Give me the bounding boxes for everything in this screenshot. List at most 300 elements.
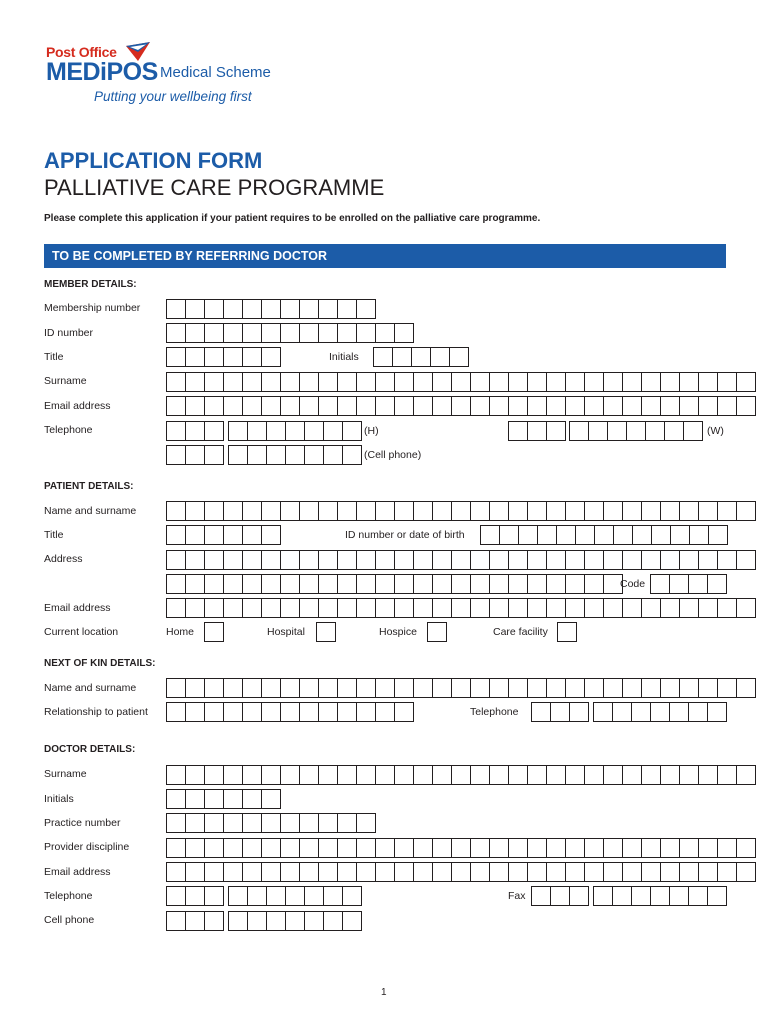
- character-box[interactable]: [356, 396, 376, 416]
- character-box[interactable]: [717, 396, 737, 416]
- character-box[interactable]: [565, 396, 585, 416]
- character-box[interactable]: [470, 550, 490, 570]
- character-box[interactable]: [166, 862, 186, 882]
- character-box[interactable]: [698, 838, 718, 858]
- character-box[interactable]: [337, 765, 357, 785]
- character-box[interactable]: [223, 525, 243, 545]
- character-box[interactable]: [394, 598, 414, 618]
- doctor-practice-number-field[interactable]: [166, 813, 376, 832]
- character-box[interactable]: [185, 886, 205, 906]
- character-box[interactable]: [261, 678, 281, 698]
- character-box[interactable]: [356, 372, 376, 392]
- character-box[interactable]: [299, 838, 319, 858]
- character-box[interactable]: [641, 838, 661, 858]
- character-box[interactable]: [631, 702, 651, 722]
- character-box[interactable]: [261, 501, 281, 521]
- character-box[interactable]: [299, 501, 319, 521]
- character-box[interactable]: [557, 622, 577, 642]
- character-box[interactable]: [489, 372, 509, 392]
- doctor-cell-number-field[interactable]: [228, 911, 362, 930]
- character-box[interactable]: [569, 702, 589, 722]
- character-box[interactable]: [622, 501, 642, 521]
- character-box[interactable]: [304, 421, 324, 441]
- character-box[interactable]: [242, 789, 262, 809]
- character-box[interactable]: [508, 421, 528, 441]
- character-box[interactable]: [698, 862, 718, 882]
- character-box[interactable]: [546, 501, 566, 521]
- character-box[interactable]: [565, 862, 585, 882]
- character-box[interactable]: [204, 862, 224, 882]
- patient-title-field[interactable]: [166, 525, 281, 544]
- character-box[interactable]: [565, 838, 585, 858]
- character-box[interactable]: [375, 323, 395, 343]
- doctor-fax-code-field[interactable]: [531, 886, 589, 905]
- character-box[interactable]: [641, 765, 661, 785]
- character-box[interactable]: [247, 421, 267, 441]
- location-hospital-checkbox[interactable]: [316, 622, 336, 641]
- character-box[interactable]: [489, 862, 509, 882]
- character-box[interactable]: [622, 765, 642, 785]
- character-box[interactable]: [261, 347, 281, 367]
- character-box[interactable]: [356, 501, 376, 521]
- character-box[interactable]: [736, 598, 756, 618]
- character-box[interactable]: [451, 765, 471, 785]
- character-box[interactable]: [185, 702, 205, 722]
- character-box[interactable]: [223, 501, 243, 521]
- character-box[interactable]: [394, 838, 414, 858]
- character-box[interactable]: [280, 372, 300, 392]
- character-box[interactable]: [683, 421, 703, 441]
- character-box[interactable]: [337, 838, 357, 858]
- character-box[interactable]: [185, 445, 205, 465]
- character-box[interactable]: [318, 702, 338, 722]
- character-box[interactable]: [569, 886, 589, 906]
- patient-id-dob-field[interactable]: [480, 525, 728, 544]
- character-box[interactable]: [323, 421, 343, 441]
- character-box[interactable]: [707, 574, 727, 594]
- character-box[interactable]: [508, 598, 528, 618]
- character-box[interactable]: [413, 501, 433, 521]
- character-box[interactable]: [394, 678, 414, 698]
- character-box[interactable]: [432, 550, 452, 570]
- character-box[interactable]: [223, 550, 243, 570]
- character-box[interactable]: [489, 598, 509, 618]
- character-box[interactable]: [603, 765, 623, 785]
- character-box[interactable]: [337, 299, 357, 319]
- character-box[interactable]: [223, 299, 243, 319]
- location-home-checkbox[interactable]: [204, 622, 224, 641]
- character-box[interactable]: [299, 598, 319, 618]
- character-box[interactable]: [537, 525, 557, 545]
- character-box[interactable]: [508, 765, 528, 785]
- character-box[interactable]: [470, 838, 490, 858]
- character-box[interactable]: [531, 702, 551, 722]
- character-box[interactable]: [432, 574, 452, 594]
- member-surname-field[interactable]: [166, 372, 756, 391]
- character-box[interactable]: [432, 372, 452, 392]
- character-box[interactable]: [451, 501, 471, 521]
- character-box[interactable]: [299, 550, 319, 570]
- character-box[interactable]: [318, 323, 338, 343]
- character-box[interactable]: [612, 886, 632, 906]
- character-box[interactable]: [594, 525, 614, 545]
- character-box[interactable]: [612, 702, 632, 722]
- character-box[interactable]: [223, 678, 243, 698]
- character-box[interactable]: [228, 886, 248, 906]
- character-box[interactable]: [432, 501, 452, 521]
- character-box[interactable]: [242, 862, 262, 882]
- character-box[interactable]: [669, 886, 689, 906]
- character-box[interactable]: [679, 862, 699, 882]
- doctor-cell-code-field[interactable]: [166, 911, 224, 930]
- character-box[interactable]: [299, 765, 319, 785]
- character-box[interactable]: [204, 678, 224, 698]
- character-box[interactable]: [261, 372, 281, 392]
- location-care-facility-checkbox[interactable]: [557, 622, 577, 641]
- character-box[interactable]: [394, 550, 414, 570]
- character-box[interactable]: [166, 372, 186, 392]
- character-box[interactable]: [266, 445, 286, 465]
- character-box[interactable]: [242, 574, 262, 594]
- character-box[interactable]: [470, 598, 490, 618]
- character-box[interactable]: [356, 598, 376, 618]
- doctor-initials-field[interactable]: [166, 789, 281, 808]
- character-box[interactable]: [584, 598, 604, 618]
- character-box[interactable]: [261, 550, 281, 570]
- character-box[interactable]: [356, 838, 376, 858]
- character-box[interactable]: [660, 550, 680, 570]
- character-box[interactable]: [650, 702, 670, 722]
- character-box[interactable]: [603, 838, 623, 858]
- character-box[interactable]: [166, 702, 186, 722]
- character-box[interactable]: [356, 299, 376, 319]
- character-box[interactable]: [603, 501, 623, 521]
- character-box[interactable]: [584, 550, 604, 570]
- character-box[interactable]: [508, 501, 528, 521]
- character-box[interactable]: [285, 445, 305, 465]
- character-box[interactable]: [622, 838, 642, 858]
- character-box[interactable]: [427, 622, 447, 642]
- character-box[interactable]: [392, 347, 412, 367]
- character-box[interactable]: [285, 886, 305, 906]
- kin-phone-number-field[interactable]: [593, 702, 727, 721]
- character-box[interactable]: [556, 525, 576, 545]
- character-box[interactable]: [413, 678, 433, 698]
- character-box[interactable]: [356, 765, 376, 785]
- character-box[interactable]: [375, 765, 395, 785]
- character-box[interactable]: [603, 550, 623, 570]
- character-box[interactable]: [449, 347, 469, 367]
- character-box[interactable]: [261, 789, 281, 809]
- character-box[interactable]: [261, 323, 281, 343]
- character-box[interactable]: [698, 396, 718, 416]
- character-box[interactable]: [432, 765, 452, 785]
- character-box[interactable]: [593, 886, 613, 906]
- character-box[interactable]: [546, 421, 566, 441]
- character-box[interactable]: [508, 396, 528, 416]
- character-box[interactable]: [323, 445, 343, 465]
- character-box[interactable]: [660, 765, 680, 785]
- character-box[interactable]: [375, 598, 395, 618]
- character-box[interactable]: [185, 838, 205, 858]
- character-box[interactable]: [451, 396, 471, 416]
- character-box[interactable]: [613, 525, 633, 545]
- character-box[interactable]: [318, 765, 338, 785]
- character-box[interactable]: [569, 421, 589, 441]
- character-box[interactable]: [565, 372, 585, 392]
- character-box[interactable]: [280, 678, 300, 698]
- character-box[interactable]: [228, 911, 248, 931]
- character-box[interactable]: [242, 299, 262, 319]
- character-box[interactable]: [166, 323, 186, 343]
- character-box[interactable]: [280, 598, 300, 618]
- character-box[interactable]: [166, 813, 186, 833]
- character-box[interactable]: [280, 574, 300, 594]
- character-box[interactable]: [641, 396, 661, 416]
- character-box[interactable]: [632, 525, 652, 545]
- character-box[interactable]: [688, 574, 708, 594]
- character-box[interactable]: [527, 574, 547, 594]
- character-box[interactable]: [204, 598, 224, 618]
- character-box[interactable]: [242, 347, 262, 367]
- character-box[interactable]: [499, 525, 519, 545]
- member-initials-field[interactable]: [373, 347, 469, 366]
- character-box[interactable]: [489, 574, 509, 594]
- character-box[interactable]: [280, 765, 300, 785]
- character-box[interactable]: [603, 598, 623, 618]
- character-box[interactable]: [622, 678, 642, 698]
- character-box[interactable]: [622, 372, 642, 392]
- character-box[interactable]: [413, 765, 433, 785]
- character-box[interactable]: [413, 550, 433, 570]
- character-box[interactable]: [318, 862, 338, 882]
- membership-number-field[interactable]: [166, 299, 376, 318]
- character-box[interactable]: [565, 598, 585, 618]
- character-box[interactable]: [432, 396, 452, 416]
- character-box[interactable]: [185, 299, 205, 319]
- character-box[interactable]: [304, 911, 324, 931]
- kin-phone-code-field[interactable]: [531, 702, 589, 721]
- character-box[interactable]: [299, 702, 319, 722]
- character-box[interactable]: [375, 678, 395, 698]
- character-box[interactable]: [641, 372, 661, 392]
- character-box[interactable]: [717, 765, 737, 785]
- character-box[interactable]: [204, 501, 224, 521]
- character-box[interactable]: [689, 525, 709, 545]
- character-box[interactable]: [622, 598, 642, 618]
- character-box[interactable]: [717, 838, 737, 858]
- character-box[interactable]: [166, 299, 186, 319]
- character-box[interactable]: [185, 347, 205, 367]
- character-box[interactable]: [373, 347, 393, 367]
- character-box[interactable]: [432, 862, 452, 882]
- character-box[interactable]: [489, 396, 509, 416]
- character-box[interactable]: [717, 550, 737, 570]
- character-box[interactable]: [242, 765, 262, 785]
- character-box[interactable]: [299, 323, 319, 343]
- character-box[interactable]: [204, 702, 224, 722]
- character-box[interactable]: [550, 886, 570, 906]
- character-box[interactable]: [413, 372, 433, 392]
- character-box[interactable]: [679, 396, 699, 416]
- character-box[interactable]: [185, 813, 205, 833]
- character-box[interactable]: [736, 550, 756, 570]
- character-box[interactable]: [318, 372, 338, 392]
- character-box[interactable]: [717, 372, 737, 392]
- character-box[interactable]: [650, 574, 670, 594]
- character-box[interactable]: [166, 574, 186, 594]
- character-box[interactable]: [641, 598, 661, 618]
- character-box[interactable]: [603, 862, 623, 882]
- character-box[interactable]: [228, 421, 248, 441]
- character-box[interactable]: [261, 396, 281, 416]
- character-box[interactable]: [304, 445, 324, 465]
- character-box[interactable]: [204, 372, 224, 392]
- character-box[interactable]: [527, 396, 547, 416]
- character-box[interactable]: [531, 886, 551, 906]
- character-box[interactable]: [185, 862, 205, 882]
- character-box[interactable]: [489, 678, 509, 698]
- character-box[interactable]: [527, 678, 547, 698]
- character-box[interactable]: [660, 396, 680, 416]
- character-box[interactable]: [430, 347, 450, 367]
- character-box[interactable]: [242, 372, 262, 392]
- character-box[interactable]: [223, 789, 243, 809]
- character-box[interactable]: [280, 299, 300, 319]
- character-box[interactable]: [318, 574, 338, 594]
- character-box[interactable]: [280, 813, 300, 833]
- character-box[interactable]: [527, 421, 547, 441]
- character-box[interactable]: [185, 574, 205, 594]
- character-box[interactable]: [679, 678, 699, 698]
- kin-relationship-field[interactable]: [166, 702, 414, 721]
- character-box[interactable]: [470, 678, 490, 698]
- character-box[interactable]: [280, 501, 300, 521]
- character-box[interactable]: [375, 838, 395, 858]
- character-box[interactable]: [266, 886, 286, 906]
- character-box[interactable]: [228, 445, 248, 465]
- character-box[interactable]: [470, 372, 490, 392]
- character-box[interactable]: [318, 598, 338, 618]
- character-box[interactable]: [223, 323, 243, 343]
- character-box[interactable]: [223, 838, 243, 858]
- character-box[interactable]: [204, 421, 224, 441]
- character-box[interactable]: [584, 501, 604, 521]
- character-box[interactable]: [394, 574, 414, 594]
- character-box[interactable]: [432, 678, 452, 698]
- character-box[interactable]: [641, 862, 661, 882]
- character-box[interactable]: [736, 765, 756, 785]
- character-box[interactable]: [470, 501, 490, 521]
- character-box[interactable]: [451, 678, 471, 698]
- character-box[interactable]: [266, 911, 286, 931]
- character-box[interactable]: [299, 574, 319, 594]
- character-box[interactable]: [688, 886, 708, 906]
- member-title-field[interactable]: [166, 347, 281, 366]
- character-box[interactable]: [679, 838, 699, 858]
- character-box[interactable]: [451, 550, 471, 570]
- character-box[interactable]: [337, 702, 357, 722]
- character-box[interactable]: [593, 702, 613, 722]
- character-box[interactable]: [242, 525, 262, 545]
- character-box[interactable]: [679, 598, 699, 618]
- character-box[interactable]: [394, 323, 414, 343]
- doctor-fax-number-field[interactable]: [593, 886, 727, 905]
- character-box[interactable]: [204, 622, 224, 642]
- character-box[interactable]: [546, 550, 566, 570]
- character-box[interactable]: [736, 838, 756, 858]
- character-box[interactable]: [204, 574, 224, 594]
- character-box[interactable]: [631, 886, 651, 906]
- character-box[interactable]: [707, 702, 727, 722]
- character-box[interactable]: [185, 550, 205, 570]
- character-box[interactable]: [451, 372, 471, 392]
- patient-name-field[interactable]: [166, 501, 756, 520]
- character-box[interactable]: [508, 574, 528, 594]
- character-box[interactable]: [261, 765, 281, 785]
- location-hospice-checkbox[interactable]: [427, 622, 447, 641]
- character-box[interactable]: [375, 396, 395, 416]
- character-box[interactable]: [356, 678, 376, 698]
- member-id-number-field[interactable]: [166, 323, 414, 342]
- character-box[interactable]: [356, 574, 376, 594]
- character-box[interactable]: [565, 765, 585, 785]
- character-box[interactable]: [247, 911, 267, 931]
- character-box[interactable]: [584, 678, 604, 698]
- character-box[interactable]: [261, 574, 281, 594]
- character-box[interactable]: [508, 838, 528, 858]
- character-box[interactable]: [223, 702, 243, 722]
- character-box[interactable]: [316, 622, 336, 642]
- character-box[interactable]: [451, 838, 471, 858]
- character-box[interactable]: [375, 702, 395, 722]
- character-box[interactable]: [166, 396, 186, 416]
- character-box[interactable]: [565, 574, 585, 594]
- character-box[interactable]: [717, 862, 737, 882]
- character-box[interactable]: [641, 678, 661, 698]
- character-box[interactable]: [242, 396, 262, 416]
- character-box[interactable]: [546, 678, 566, 698]
- character-box[interactable]: [204, 445, 224, 465]
- doctor-email-field[interactable]: [166, 862, 756, 881]
- character-box[interactable]: [650, 886, 670, 906]
- character-box[interactable]: [707, 886, 727, 906]
- character-box[interactable]: [527, 838, 547, 858]
- character-box[interactable]: [223, 372, 243, 392]
- character-box[interactable]: [242, 550, 262, 570]
- character-box[interactable]: [337, 574, 357, 594]
- character-box[interactable]: [285, 911, 305, 931]
- character-box[interactable]: [527, 372, 547, 392]
- character-box[interactable]: [242, 678, 262, 698]
- character-box[interactable]: [166, 445, 186, 465]
- character-box[interactable]: [736, 372, 756, 392]
- character-box[interactable]: [546, 838, 566, 858]
- doctor-phone-number-field[interactable]: [228, 886, 362, 905]
- character-box[interactable]: [356, 813, 376, 833]
- character-box[interactable]: [645, 421, 665, 441]
- character-box[interactable]: [247, 445, 267, 465]
- character-box[interactable]: [204, 838, 224, 858]
- character-box[interactable]: [342, 445, 362, 465]
- character-box[interactable]: [375, 372, 395, 392]
- character-box[interactable]: [489, 550, 509, 570]
- character-box[interactable]: [261, 299, 281, 319]
- character-box[interactable]: [660, 501, 680, 521]
- character-box[interactable]: [546, 396, 566, 416]
- character-box[interactable]: [508, 678, 528, 698]
- character-box[interactable]: [337, 323, 357, 343]
